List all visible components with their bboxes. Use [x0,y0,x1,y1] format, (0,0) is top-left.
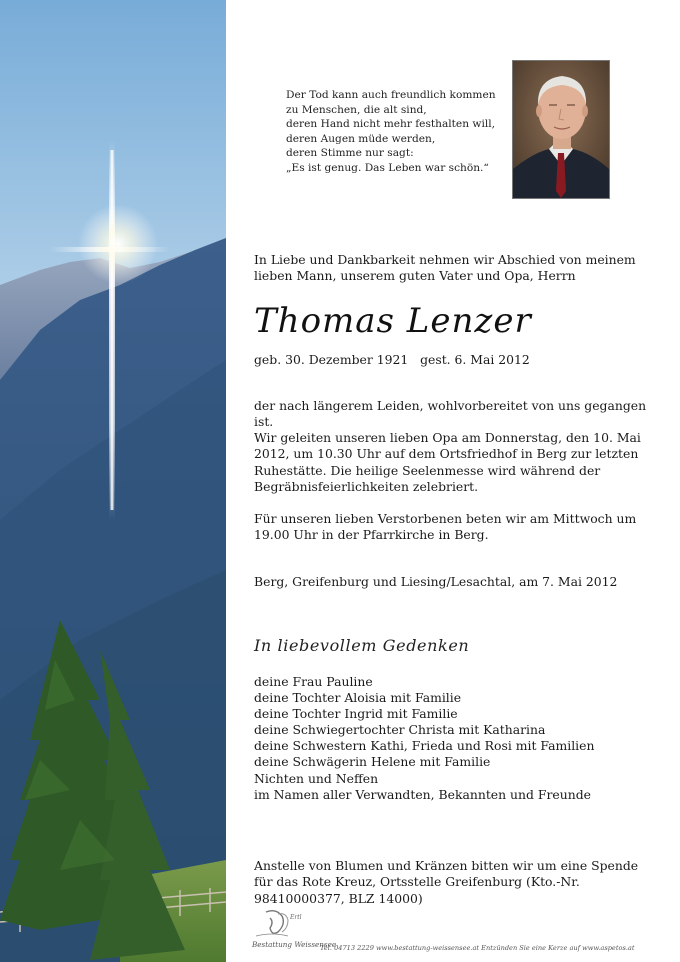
donation-paragraph: Anstelle von Blumen und Kränzen bitten wir um eine Spende für das Rote Kreuz, Ortsstelle Greifenburg (Kto.-Nr. 98410000377, BLZ 14000) [254,858,639,906]
poem-line: deren Hand nicht mehr festhalten will, [286,118,495,131]
mourner-item: Nichten und Neffen [254,770,379,786]
landscape-photo [0,0,226,962]
mourner-item: deine Schwägerin Helene mit Familie [254,754,491,770]
logo-small-text: Ertl [290,914,302,921]
deceased-name: Thomas Lenzer [254,301,532,341]
poem-line: zu Menschen, die alt sind, [286,103,427,116]
logo-text: Bestattung Weissensee [252,940,337,949]
poem-line: Der Tod kann auch freundlich kommen [286,89,496,101]
dates-text: geb. 30. Dezember 1921 gest. 6. Mai 2012 [254,352,530,367]
mourner-item: deine Tochter Ingrid mit Familie [254,706,458,722]
passing-paragraph: der nach längerem Leiden, wohlvorbereitet von uns gegangen ist. [254,398,647,430]
donation-text [254,858,654,907]
life-dates [254,352,654,368]
intro-text [254,252,654,285]
funeral-text [254,430,650,495]
funeral-paragraph: Wir geleiten unseren lieben Opa am Donnerstag, den 10. Mai 2012, um 10.30 Uhr auf dem Ortsfriedhof in Berg zur letzten Ruhestätte. Die heilige Seelenmesse wird während der Begräbnisfeierlichkeiten zelebriert. [254,430,641,494]
place-date-text: Berg, Greifenburg und Liesing/Lesachtal, am 7. Mai 2012 [254,574,618,589]
portrait-photo [512,60,610,199]
mourner-item: deine Schwestern Kathi, Frieda und Rosi mit Familien [254,738,595,754]
mourner-item: deine Schwiegertochter Christa mit Katharina [254,722,546,738]
mourner-item: deine Frau Pauline [254,674,373,689]
contact-line: Tel. 04713 2229 www.bestattung-weissensee.at Entzünden Sie eine Kerze auf www.aspetos.at [320,944,635,952]
poem-line: „Es ist genug. Das Leben war schön.“ [286,161,489,174]
prayer-paragraph: Für unseren lieben Verstorbenen beten wir am Mittwoch um 19.00 Uhr in der Pfarrkirche in Berg. [254,511,637,543]
mourner-item: deine Tochter Aloisia mit Familie [254,690,462,706]
prayer-text [254,511,650,544]
mourner-item: im Namen aller Verwandten, Bekannten und Freunde [254,786,591,802]
footer [252,906,652,956]
mourners-list [254,674,594,803]
mourners-heading: In liebevollem Gedenken [254,636,470,655]
passing-text [254,398,654,431]
poem-line: deren Stimme nur sagt: [286,147,414,160]
poem [286,88,496,176]
poem-line: deren Augen müde werden, [286,132,436,145]
intro-paragraph: In Liebe und Dankbarkeit nehmen wir Abschied von meinem lieben Mann, unserem guten Vater und Opa, Herrn [254,252,636,284]
place-date [254,574,654,590]
